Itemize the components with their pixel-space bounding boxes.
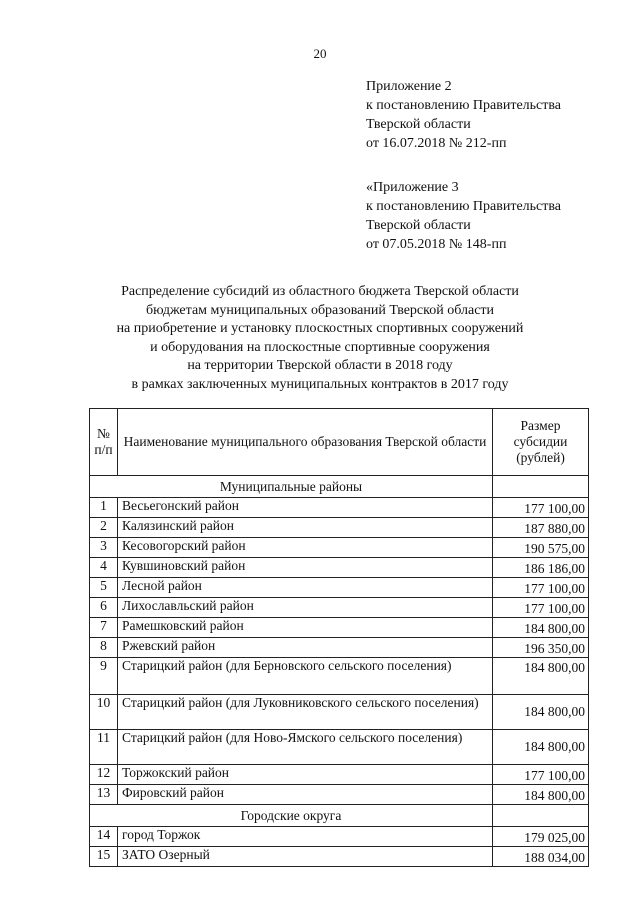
row-num: 7 xyxy=(90,618,118,638)
appendix-2-line: к постановлению Правительства xyxy=(366,98,562,113)
row-name: Весьегонский район xyxy=(118,498,493,518)
subsidy-table xyxy=(89,408,589,867)
row-name: ЗАТО Озерный xyxy=(118,847,493,867)
row-num: 1 xyxy=(90,498,118,518)
row-num: 11 xyxy=(90,730,118,765)
empty-cell xyxy=(493,805,589,827)
table-row xyxy=(90,618,589,638)
appendix-3-line: от 07.05.2018 № 148-пп xyxy=(366,237,507,252)
row-num: 3 xyxy=(90,538,118,558)
table-row xyxy=(90,695,589,730)
table-row xyxy=(90,785,589,805)
row-name: Торжокский район xyxy=(118,765,493,785)
row-amount: 177 100,00 xyxy=(493,498,589,518)
row-amount: 188 034,00 xyxy=(493,847,589,867)
title-line: на приобретение и установку плоскостных спортивных сооружений xyxy=(116,321,524,336)
row-num: 13 xyxy=(90,785,118,805)
row-num: 9 xyxy=(90,658,118,695)
table-row xyxy=(90,518,589,538)
row-name: Лесной район xyxy=(118,578,493,598)
row-amount: 184 800,00 xyxy=(493,618,589,638)
row-num: 12 xyxy=(90,765,118,785)
row-num: 4 xyxy=(90,558,118,578)
row-num: 6 xyxy=(90,598,118,618)
row-name: город Торжок xyxy=(118,827,493,847)
table-row xyxy=(90,538,589,558)
empty-cell xyxy=(493,476,589,498)
section-row-districts xyxy=(90,476,589,498)
row-amount: 179 025,00 xyxy=(493,827,589,847)
table-row xyxy=(90,578,589,598)
appendix-3-line: «Приложение 3 xyxy=(366,180,459,195)
row-name: Кувшиновский район xyxy=(118,558,493,578)
row-amount: 177 100,00 xyxy=(493,598,589,618)
row-amount: 190 575,00 xyxy=(493,538,589,558)
row-num: 14 xyxy=(90,827,118,847)
section-label-cities: Городские округа xyxy=(90,805,493,827)
row-name: Кесовогорский район xyxy=(118,538,493,558)
appendix-2-line: Тверской области xyxy=(366,117,471,132)
row-num: 10 xyxy=(90,695,118,730)
row-num: 2 xyxy=(90,518,118,538)
header-amount: Размер субсидии (рублей) xyxy=(493,409,589,476)
appendix-3-header xyxy=(366,178,561,254)
row-amount: 184 800,00 xyxy=(493,785,589,805)
row-amount: 187 880,00 xyxy=(493,518,589,538)
table-row xyxy=(90,558,589,578)
row-amount: 177 100,00 xyxy=(493,765,589,785)
section-row-cities xyxy=(90,805,589,827)
title-line: и оборудования на плоскостные спортивные сооружения xyxy=(150,339,490,355)
row-amount: 196 350,00 xyxy=(493,638,589,658)
appendix-3-line: к постановлению Правительства xyxy=(366,199,562,214)
section-label-districts: Муниципальные районы xyxy=(90,476,493,498)
table-row xyxy=(90,638,589,658)
row-num: 15 xyxy=(90,847,118,867)
table-row xyxy=(90,598,589,618)
row-name: Старицкий район (для Луковниковского сельского поселения) xyxy=(118,695,493,730)
row-name: Лихославльский район xyxy=(118,598,493,618)
row-name: Фировский район xyxy=(118,785,493,805)
row-name: Калязинский район xyxy=(118,518,493,538)
page-number: 20 xyxy=(313,46,327,61)
row-name: Старицкий район (для Ново-Ямского сельского поселения) xyxy=(118,730,493,765)
appendix-3-line: Тверской области xyxy=(366,218,471,233)
header-num: № п/п xyxy=(90,409,118,476)
row-num: 5 xyxy=(90,578,118,598)
row-name: Ржевский район xyxy=(118,638,493,658)
table-row xyxy=(90,658,589,695)
header-name: Наименование муниципального образования Тверской области xyxy=(118,409,493,476)
appendix-2-header xyxy=(366,77,561,153)
title-line: бюджетам муниципальных образований Тверской области xyxy=(145,302,495,318)
row-amount: 186 186,00 xyxy=(493,558,589,578)
row-amount: 184 800,00 xyxy=(493,695,589,730)
appendix-2-line: Приложение 2 xyxy=(366,79,452,94)
row-num: 8 xyxy=(90,638,118,658)
table-row xyxy=(90,498,589,518)
table-row xyxy=(90,730,589,765)
title-line: в рамках заключенных муниципальных контрактов в 2017 году xyxy=(131,376,509,392)
table-row xyxy=(90,847,589,867)
row-name: Рамешковский район xyxy=(118,618,493,638)
table-header-row xyxy=(90,409,589,476)
title-line: на территории Тверской области в 2018 году xyxy=(187,358,453,373)
row-amount: 184 800,00 xyxy=(493,658,589,695)
title-line: Распределение субсидий из областного бюджета Тверской области xyxy=(121,284,519,299)
document-title xyxy=(0,283,640,394)
row-amount: 184 800,00 xyxy=(493,730,589,765)
row-name: Старицкий район (для Берновского сельского поселения) xyxy=(118,658,493,695)
appendix-2-line: от 16.07.2018 № 212-пп xyxy=(366,136,507,151)
table-row xyxy=(90,827,589,847)
row-amount: 177 100,00 xyxy=(493,578,589,598)
table-row xyxy=(90,765,589,785)
